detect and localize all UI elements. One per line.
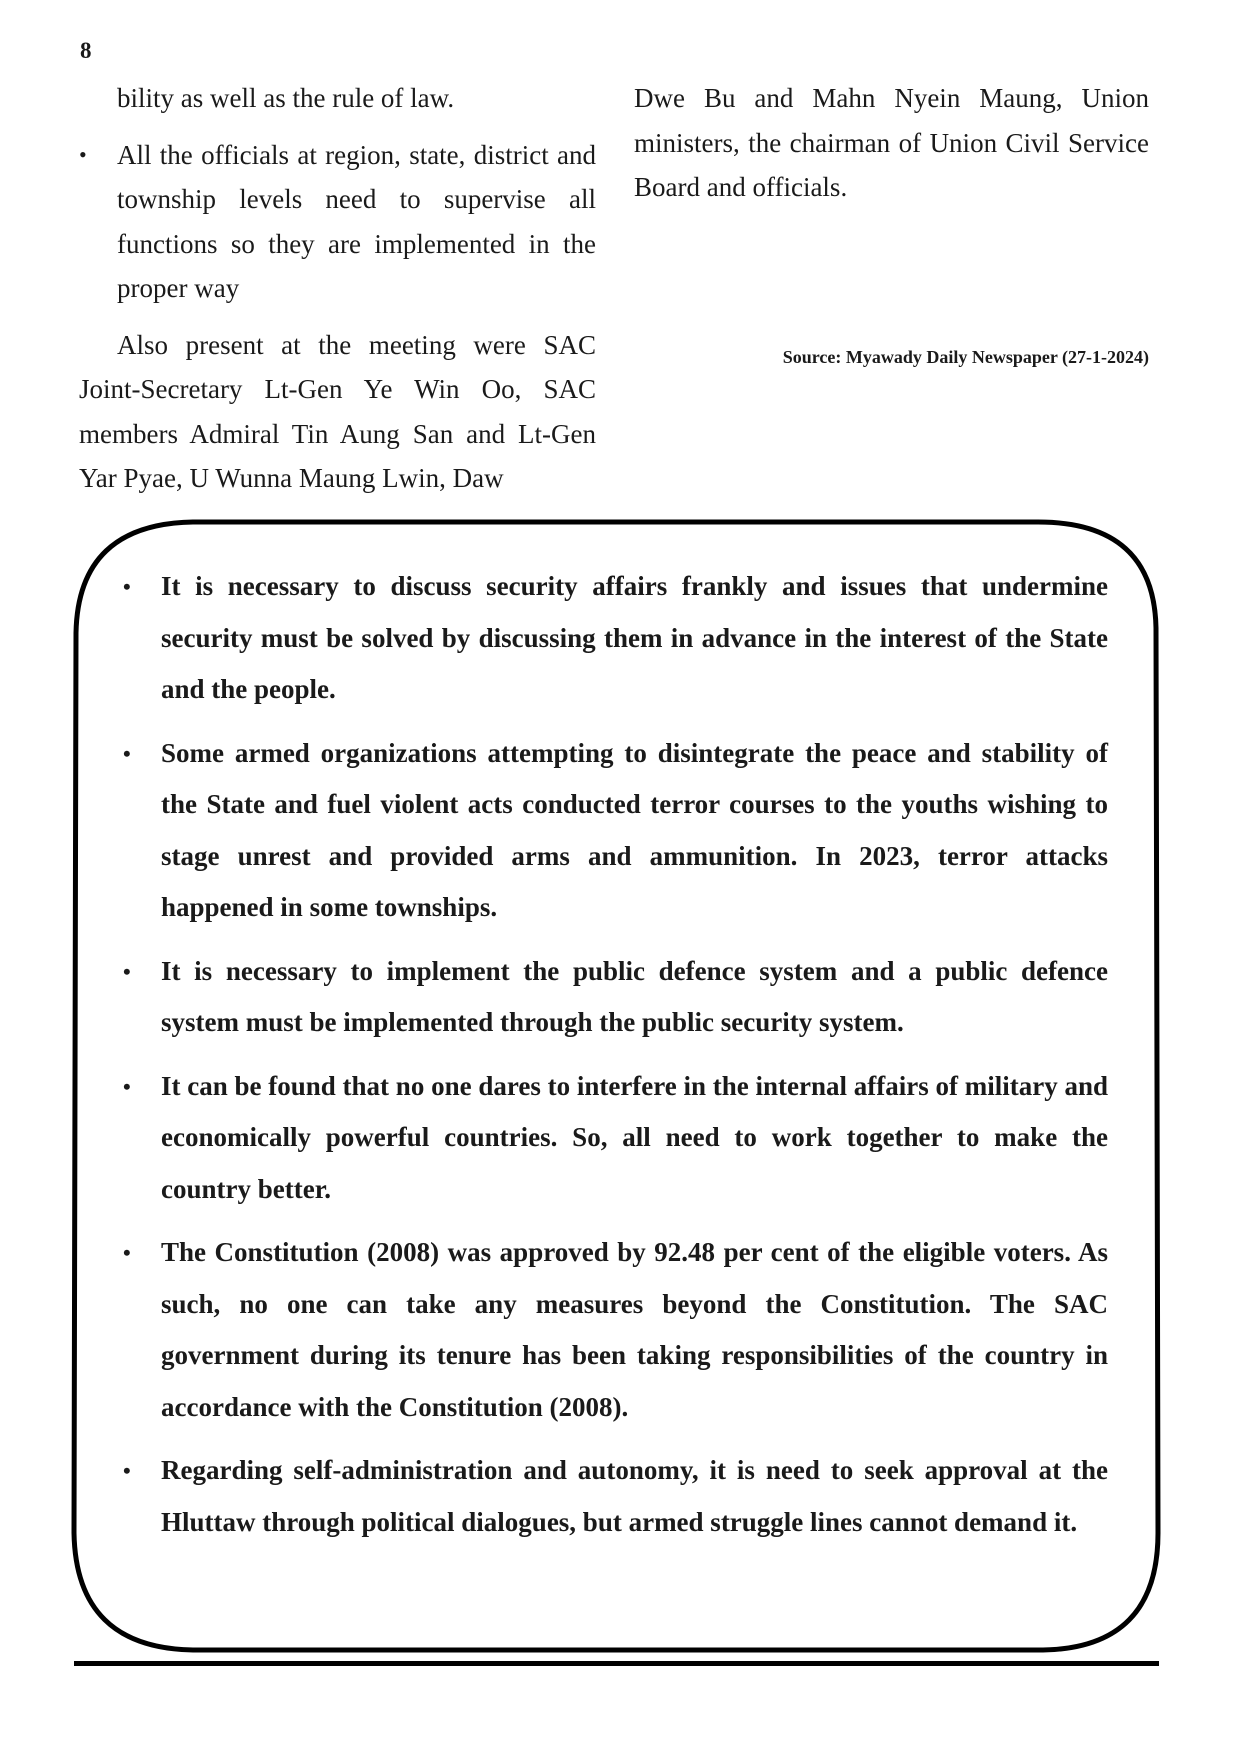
list-item-text: It is necessary to discuss security affairs frankly and issues that undermine security must be solved by discussing them in advance in the interest of the State and the people. (161, 571, 1108, 704)
bullet-dot-icon: • (123, 1073, 131, 1099)
page-number: 8 (80, 38, 92, 63)
left-column (79, 76, 596, 501)
list-item-text: The Constitution (2008) was approved by 92.48 per cent of the eligible voters. As such, no one can take any measures beyond the Constitution. The SAC government during its tenure has been taking responsibilities of the country in accordance with the Constitution (2008). (161, 1237, 1108, 1422)
bullet-item (79, 133, 596, 311)
continuation-text: bility as well as the rule of law. (117, 83, 455, 113)
bullet-dot-icon: • (123, 740, 131, 766)
list-item-text: It can be found that no one dares to interfere in the internal affairs of military and economically powerful countries. So, all need to work together to make the country better. (161, 1070, 1108, 1204)
list-item-text: Regarding self-administration and autonomy, it is need to seek approval at the Hluttaw through political dialogues, but armed struggle lines cannot demand it. (161, 1455, 1108, 1537)
key-points-list (108, 561, 1108, 1560)
list-item (108, 946, 1108, 1049)
list-item (108, 1061, 1108, 1216)
list-item (108, 728, 1108, 934)
attendees-paragraph: Also present at the meeting were SAC Joint-Secretary Lt-Gen Ye Win Oo, SAC members Admiral Tin Aung San and Lt-Gen Yar Pyae, U Wunna Maung Lwin, Daw (79, 329, 596, 493)
list-item (108, 1445, 1108, 1548)
list-item-text: Some armed organizations attempting to disintegrate the peace and stability of the State and fuel violent acts conducted terror courses to the youths wishing to stage unrest and provided arms and ammunition. In 2023, terror attacks happened in some townships. (161, 737, 1108, 922)
bullet-text: All the officials at region, state, district and township levels need to supervise all functions so they are implemented in the proper way (117, 139, 596, 303)
list-item (108, 561, 1108, 716)
bullet-dot-icon: • (79, 141, 87, 167)
attendees-paragraph-continued: Dwe Bu and Mahn Nyein Maung, Union ministers, the chairman of Union Civil Service Board and officials. (634, 83, 1149, 202)
bullet-dot-icon: • (123, 1458, 131, 1483)
bullet-dot-icon: • (123, 1240, 131, 1265)
bullet-dot-icon: • (123, 958, 131, 984)
list-item-text: It is necessary to implement the public defence system and a public defence system must be implemented through the public security system. (161, 955, 1108, 1037)
right-column (634, 76, 1149, 210)
bullet-dot-icon: • (123, 574, 131, 599)
bottom-divider (74, 1661, 1159, 1666)
list-item (108, 1227, 1108, 1433)
source-citation: Source: Myawady Daily Newspaper (27-1-2024) (782, 347, 1149, 367)
